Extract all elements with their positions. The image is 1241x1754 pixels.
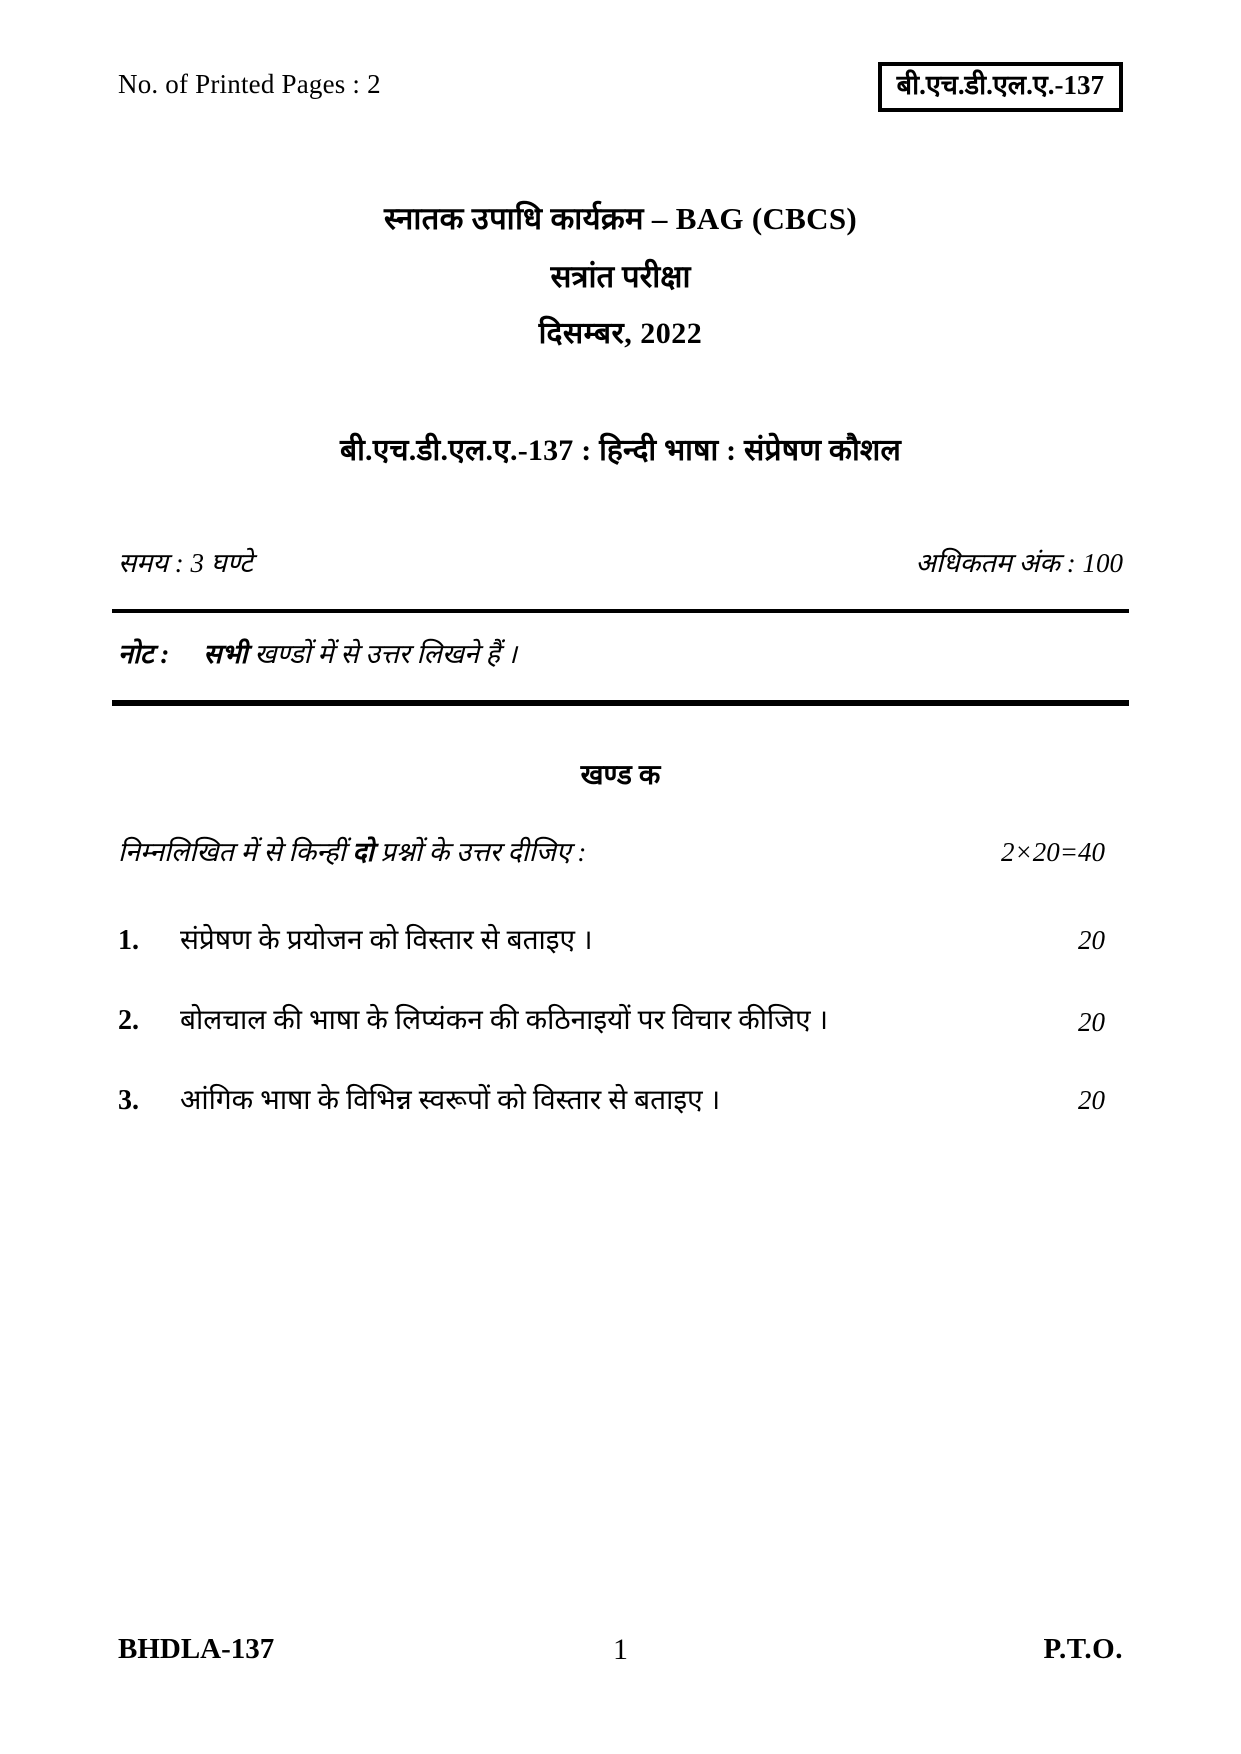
title-block [0, 198, 1241, 354]
question-text: आंगिक भाषा के विभिन्न स्वरूपों को विस्तार से बताइए । [180, 1085, 721, 1117]
question-item [118, 1078, 1123, 1124]
section-marks: 2×20=40 [1001, 837, 1105, 867]
question-number: 1. [118, 925, 139, 956]
question-number: 2. [118, 1005, 139, 1037]
instruction-prefix: निम्नलिखित में से किन्हीं [118, 837, 353, 867]
divider-rule-bottom [112, 700, 1129, 706]
divider-rule-top [112, 609, 1129, 613]
question-item [118, 918, 1123, 964]
question-text: संप्रेषण के प्रयोजन को विस्तार से बताइए । [180, 925, 593, 956]
page-footer [118, 1633, 1123, 1666]
course-title: बी.एच.डी.एल.ए.-137 : हिन्दी भाषा : संप्रेषण कौशल [339, 434, 902, 467]
question-marks: 20 [1078, 1085, 1105, 1116]
instruction-suffix: प्रश्नों के उत्तर दीजिए : [373, 837, 587, 867]
question-marks: 20 [1078, 925, 1105, 955]
question-number: 3. [118, 1085, 139, 1117]
footer-document-code: BHDLA-137 [118, 1633, 275, 1665]
time-allowed: समय : 3 घण्टे [118, 548, 253, 578]
section-heading: खण्ड क [580, 760, 661, 791]
footer-page-number: 1 [613, 1633, 628, 1666]
exam-title: सत्रांत परीक्षा [550, 258, 691, 294]
question-body [180, 1078, 1035, 1124]
printed-pages-label: No. of Printed Pages : 2 [118, 69, 381, 99]
question-text: बोलचाल की भाषा के लिप्यंकन की कठिनाइयों पर विचार कीजिए । [180, 1005, 829, 1037]
exam-info-row [118, 543, 1123, 580]
instruction-emphasis: दो [352, 837, 374, 867]
footer-pto-label: P.T.O. [1043, 1633, 1123, 1665]
course-code-box: बी.एच.डी.एल.ए.-137 [878, 62, 1123, 112]
section-instruction-row [118, 832, 1123, 869]
question-marks: 20 [1078, 1006, 1105, 1037]
question-body [180, 998, 1035, 1044]
note-row [118, 634, 1123, 671]
note-rest: खण्डों में से उत्तर लिखने हैं । [247, 639, 517, 669]
note-label: नोट : [118, 639, 170, 669]
maximum-marks: अधिकतम अंक : 100 [915, 548, 1123, 578]
question-body [180, 918, 1035, 964]
questions-list [118, 918, 1123, 1159]
page-header [118, 62, 1123, 112]
note-text [203, 634, 517, 671]
exam-session: दिसम्बर, 2022 [538, 316, 703, 350]
question-item [118, 998, 1123, 1044]
section-instruction-text [118, 832, 586, 869]
programme-title: स्नातक उपाधि कार्यक्रम – BAG (CBCS) [383, 201, 857, 236]
note-emphasis: सभी [203, 639, 248, 669]
